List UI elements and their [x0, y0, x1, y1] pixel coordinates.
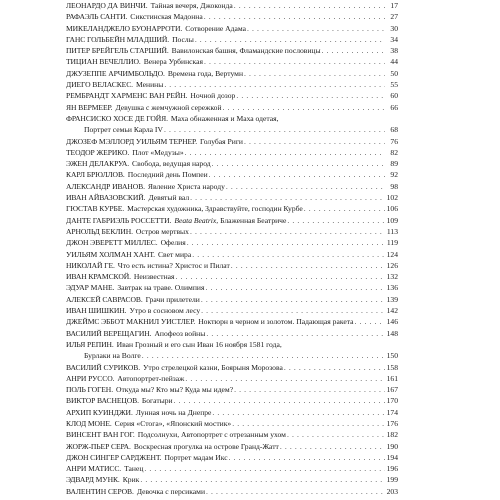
toc-entry: [66, 418, 398, 429]
leader-dots: [206, 328, 385, 339]
artist-name: ЯН ВЕРМЕЕР.: [66, 102, 113, 112]
toc-entry: [66, 158, 398, 169]
page-number: 109: [386, 215, 398, 225]
leader-dots: [223, 102, 385, 113]
artwork-title: Утро в сосновом лесу: [129, 306, 201, 316]
leader-dots: [190, 226, 385, 237]
artwork-title: Мастерская художника, Здравствуйте, господин Курбе: [127, 204, 303, 214]
artist-name: ЖОРЖ-ПЬЕР СЕРА.: [66, 441, 131, 451]
toc-entry: [66, 102, 398, 113]
artwork-title: Грачи прилетели: [145, 294, 200, 304]
artwork-title: Последний день Помпеи: [127, 170, 208, 180]
toc-entry: [66, 79, 398, 90]
artwork-title: Серия «Стога», «Японский мостик»: [114, 418, 232, 428]
leader-dots: [176, 271, 385, 282]
toc-entry: [66, 395, 398, 406]
toc-entry: [66, 294, 398, 305]
artist-name: НИКОЛАЙ ГЕ.: [66, 260, 115, 270]
toc-entry: [66, 215, 398, 226]
toc-entry: [66, 429, 398, 440]
toc-entry: [66, 350, 398, 361]
page-number: 82: [390, 147, 398, 157]
artist-name: РАФАЭЛЬ САНТИ.: [66, 12, 128, 22]
toc-entry: [66, 362, 398, 373]
leader-dots: [209, 169, 385, 180]
page-number: 170: [386, 396, 398, 406]
artist-name: ДАНТЕ ГАБРИЭЛЬ РОССЕТТИ.: [66, 215, 172, 225]
page-number: 132: [386, 272, 398, 282]
leader-dots: [234, 0, 385, 11]
leader-dots: [287, 215, 385, 226]
toc-entry: [66, 260, 398, 271]
artwork-title: Сикстинская Мадонна: [130, 12, 203, 22]
toc-entry: [66, 23, 398, 34]
artist-name: АЛЕКСЕЙ САВРАСОВ.: [66, 294, 143, 304]
page-number: 113: [386, 226, 398, 236]
artist-name: ДЖУЗЕППЕ АРЧИМБОЛЬДО.: [66, 68, 165, 78]
leader-dots: [212, 158, 385, 169]
leader-dots: [287, 429, 385, 440]
page-number: 174: [386, 407, 398, 417]
artist-name: ДЖОН ЭВЕРЕТТ МИЛЛЕС.: [66, 238, 158, 248]
artist-name: ДЖОН СИНГЕР САРДЖЕНТ.: [66, 452, 162, 462]
page-number: 199: [386, 475, 398, 485]
artwork-title: Голубая Риги: [200, 136, 243, 146]
page-number: 68: [390, 125, 398, 135]
artwork-title: Остров мертвых: [135, 226, 189, 236]
page-number: 194: [386, 452, 398, 462]
toc-entry: [66, 384, 398, 395]
leader-dots: [204, 11, 385, 22]
leader-dots: [190, 192, 385, 203]
page-number: 30: [390, 23, 398, 33]
toc-entry: [66, 474, 398, 485]
leader-dots: [164, 79, 385, 90]
artist-name: ЛЕОНАРДО ДА ВИНЧИ.: [66, 1, 148, 10]
leader-dots: [244, 68, 385, 79]
artist-name: ЭДУАР МАНЕ.: [66, 283, 115, 293]
artwork-title: Плот «Медузы»: [132, 147, 184, 157]
artwork-title: Завтрак на траве. Олимпия: [117, 283, 205, 293]
page-number: 98: [390, 181, 398, 191]
page-number: 119: [386, 238, 398, 248]
artwork-title: Менины: [135, 80, 164, 90]
page-number: 17: [390, 1, 398, 10]
leader-dots: [354, 316, 385, 327]
leader-dots: [206, 486, 385, 497]
artwork-title: Крик: [122, 475, 140, 485]
artist-name: АЛЕКСАНДР ИВАНОВ.: [66, 181, 145, 191]
toc-entry: [66, 147, 398, 158]
toc-entry: [66, 328, 398, 339]
artist-name: ИВАН АЙВАЗОВСКИЙ.: [66, 193, 146, 203]
toc-entry: [66, 68, 398, 79]
artwork-title: Свобода, ведущая народ: [132, 159, 211, 169]
page-number: 44: [390, 57, 398, 67]
leader-dots: [192, 249, 385, 260]
page-number: 158: [386, 362, 398, 372]
leader-dots: [205, 282, 385, 293]
toc-entry: [66, 90, 398, 101]
artwork-title: Иван Грозный и его сын Иван 16 ноября 1581 года,: [116, 339, 282, 349]
artwork-title: Тайная вечеря, Джоконда: [150, 1, 233, 10]
page-number: 55: [390, 80, 398, 90]
artist-name: АРХИП КУИНДЖИ.: [66, 407, 133, 417]
artwork-title: Неизвестная: [133, 272, 175, 282]
page-number: 136: [386, 283, 398, 293]
leader-dots: [185, 373, 385, 384]
artist-name: ЭДВАРД МУНК.: [66, 475, 120, 485]
artwork-title: Послы: [172, 34, 194, 44]
page-number: 176: [386, 418, 398, 428]
artist-name: ВИКТОР ВАСНЕЦОВ.: [66, 396, 139, 406]
toc-entry: [66, 169, 398, 180]
artwork-title: Утро стрелецкой казни, Боярыня Морозова: [143, 362, 283, 372]
leader-dots: [231, 260, 385, 271]
page-number: 182: [386, 430, 398, 440]
artist-name: ВИНСЕНТ ВАН ГОГ.: [66, 430, 135, 440]
leader-dots: [142, 350, 385, 361]
artwork-title: Ноктюрн в черном и золотом. Падающая ракета: [198, 317, 354, 327]
artist-name: ЭЖЕН ДЕЛАКРУА.: [66, 159, 130, 169]
artist-name: ФРАНСИСКО ХОСЕ ДЕ ГОЙЯ.: [66, 113, 168, 123]
toc-entry: [66, 11, 398, 22]
page-number: 92: [390, 170, 398, 180]
leader-dots: [140, 474, 385, 485]
artwork-title: Танец: [124, 464, 144, 474]
page-number: 106: [386, 204, 398, 214]
leader-dots: [304, 203, 385, 214]
toc-entry: [66, 316, 398, 327]
page-number: 34: [390, 34, 398, 44]
artist-name: ДЖЕЙМС ЭББОТ МАКНИЛ УИСТЛЕР.: [66, 317, 196, 327]
artwork-title: Beata Beatrix, Блаженная Беатриче: [174, 215, 287, 225]
toc-entry: [66, 34, 398, 45]
page-number: 124: [386, 249, 398, 259]
page-number: 150: [386, 351, 398, 361]
artwork-title: Что есть истина? Христос и Пилат: [117, 260, 230, 270]
toc-entry: [66, 181, 398, 192]
page-number: 167: [386, 385, 398, 395]
toc-entry: [66, 249, 398, 260]
page-number: 196: [386, 464, 398, 474]
artwork-title: Явление Христа народу: [147, 181, 225, 191]
leader-dots: [284, 362, 385, 373]
artwork-title: Времена года, Вертумн: [167, 68, 244, 78]
artist-name: КАРЛ БРЮЛЛОВ.: [66, 170, 125, 180]
artist-name: КЛОД МОНЕ.: [66, 418, 112, 428]
leader-dots: [232, 418, 385, 429]
artist-name: ТИЦИАН ВЕЧЕЛЛИО.: [66, 57, 141, 67]
artwork-title: Подсолнухи, Автопортрет с отрезанным ухом: [137, 430, 286, 440]
toc-entry: [66, 441, 398, 452]
artist-name: МИКЕЛАНДЖЕЛО БУОНАРРОТИ.: [66, 23, 183, 33]
leader-dots: [212, 407, 385, 418]
artist-name: АРНОЛЬД БЕКЛИН.: [66, 226, 133, 236]
artwork-title: Откуда мы? Кто мы? Куда мы идем?: [116, 385, 234, 395]
artwork-title: Сотворение Адама: [185, 23, 247, 33]
toc-entry: [66, 463, 398, 474]
leader-dots: [187, 237, 385, 248]
page-number: 38: [390, 46, 398, 56]
artwork-title: Портрет семьи Карла IV: [84, 125, 163, 135]
toc-entry: [66, 45, 398, 56]
artwork-title: Маха обнаженная и Маха одетая,: [170, 113, 279, 123]
artist-name: ПИТЕР БРЕЙГЕЛЬ СТАРШИЙ.: [66, 46, 169, 56]
leader-dots: [201, 305, 385, 316]
artwork-title: Лунная ночь на Днепре: [135, 407, 212, 417]
page-number: 89: [390, 159, 398, 169]
page-number: 102: [386, 193, 398, 203]
artist-name: УИЛЬЯМ ХОЛМАН ХАНТ.: [66, 249, 155, 259]
toc-entry: [66, 124, 398, 135]
toc-entry: [66, 339, 398, 350]
artist-name: ИВАН КРАМСКОЙ.: [66, 272, 131, 282]
toc-entry: [66, 226, 398, 237]
page-number: 126: [386, 260, 398, 270]
artist-name: ИЛЬЯ РЕПИН.: [66, 339, 114, 349]
leader-dots: [322, 45, 385, 56]
artist-name: РЕМБРАНДТ ХАРМЕНС ВАН РЕЙН.: [66, 91, 188, 101]
page-number: 148: [386, 328, 398, 338]
toc-entry: [66, 113, 398, 124]
leader-dots: [204, 56, 385, 67]
toc-entry: [66, 56, 398, 67]
page-number: 76: [390, 136, 398, 146]
artist-name: ГЮСТАВ КУРБЕ.: [66, 204, 125, 214]
table-of-contents: [66, 0, 398, 497]
artist-name: АНРИ РУССО.: [66, 373, 115, 383]
page-number: 203: [386, 486, 398, 496]
artist-name: ВАСИЛИЙ СУРИКОВ.: [66, 362, 141, 372]
toc-entry: [66, 305, 398, 316]
page-number: 190: [386, 441, 398, 451]
page-number: 60: [390, 91, 398, 101]
artist-name: ГАНС ГОЛЬБЕЙН МЛАДШИЙ.: [66, 34, 170, 44]
artwork-title: Портрет мадам Икс: [164, 452, 228, 462]
artist-name: ДЖОЗЕФ МЭЛЛОРД УИЛЬЯМ ТЕРНЕР.: [66, 136, 197, 146]
leader-dots: [174, 395, 385, 406]
toc-entry: [66, 271, 398, 282]
artist-name: ДИЕГО ВЕЛАСКЕС.: [66, 80, 133, 90]
toc-entry: [66, 0, 398, 11]
leader-dots: [185, 147, 385, 158]
toc-entry: [66, 407, 398, 418]
page-number: 66: [390, 102, 398, 112]
artist-name: ВАСИЛИЙ ВЕРЕЩАГИН.: [66, 328, 152, 338]
leader-dots: [226, 181, 385, 192]
toc-entry: [66, 237, 398, 248]
artwork-title: Воскресная прогулка на острове Гранд-Жатт: [133, 441, 279, 451]
leader-dots: [244, 136, 385, 147]
artwork-title: Девятый вал: [148, 193, 190, 203]
leader-dots: [247, 23, 385, 34]
page-number: 146: [386, 317, 398, 327]
artwork-title: Офелия: [160, 238, 186, 248]
toc-entry: [66, 452, 398, 463]
artwork-title: Вавилонская башня, Фламандские пословицы: [171, 46, 321, 56]
toc-entry: [66, 136, 398, 147]
artwork-title: Бурлаки на Волге: [84, 351, 141, 361]
artwork-title: Девушка с жемчужной сережкой: [115, 102, 222, 112]
toc-entry: [66, 373, 398, 384]
artwork-title: Богатыри: [141, 396, 173, 406]
leader-dots: [236, 90, 385, 101]
leader-dots: [201, 294, 385, 305]
artist-name: ПОЛЬ ГОГЕН.: [66, 385, 113, 395]
artist-name: ТЕОДОР ЖЕРИКО.: [66, 147, 130, 157]
artwork-title: Девочка с персиками: [136, 486, 206, 496]
leader-dots: [229, 452, 385, 463]
artwork-title: Свет мира: [157, 249, 192, 259]
artist-name: ВАЛЕНТИН СЕРОВ.: [66, 486, 134, 496]
artist-name: АНРИ МАТИСС.: [66, 464, 122, 474]
leader-dots: [280, 441, 385, 452]
page-number: 161: [386, 373, 398, 383]
artist-name: ИВАН ШИШКИН.: [66, 306, 127, 316]
leader-dots: [195, 34, 385, 45]
artwork-title: Апофеоз войны: [154, 328, 206, 338]
toc-entry: [66, 203, 398, 214]
leader-dots: [234, 384, 385, 395]
leader-dots: [164, 124, 385, 135]
page-number: 142: [386, 306, 398, 316]
page-number: 139: [386, 294, 398, 304]
artwork-title: Автопортрет-пейзаж: [117, 373, 185, 383]
toc-entry: [66, 282, 398, 293]
artwork-title: Ночной дозор: [190, 91, 236, 101]
leader-dots: [144, 463, 385, 474]
page-number: 50: [390, 68, 398, 78]
page-number: 27: [390, 12, 398, 22]
toc-entry: [66, 486, 398, 497]
toc-entry: [66, 192, 398, 203]
artwork-title: Венера Урбинская: [143, 57, 203, 67]
